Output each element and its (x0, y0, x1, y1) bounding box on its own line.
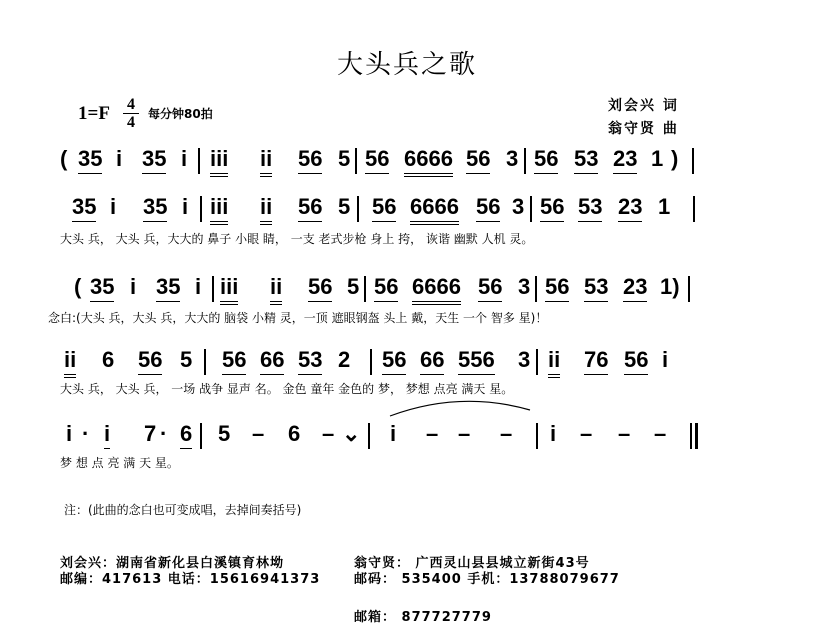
jianpu-note: ii (548, 347, 560, 378)
jianpu-note: 6 (288, 421, 301, 446)
jianpu-note: 56 (298, 194, 322, 222)
jianpu-note: 6666 (404, 146, 453, 177)
jianpu-note: 2 (338, 347, 351, 372)
tempo-marking: 每分钟80拍 (148, 107, 213, 121)
jianpu-note: ( (60, 146, 68, 171)
jianpu-note: 23 (623, 274, 647, 302)
composer-credit: 翁守贤 曲 (608, 121, 679, 137)
notation-row-2 (60, 194, 700, 228)
barline (688, 276, 690, 302)
jianpu-note: – (252, 421, 265, 446)
barline (198, 148, 200, 174)
jianpu-note: – (654, 421, 667, 446)
jianpu-note: 6 (180, 421, 192, 449)
jianpu-note: 5 (180, 347, 193, 372)
lyricist-contact: 邮编：417613 电话：15616941373 (60, 572, 321, 587)
jianpu-note: 3 (512, 194, 525, 219)
jianpu-note: 3 (518, 347, 531, 372)
final-barline (690, 423, 698, 449)
jianpu-note: 56 (138, 347, 162, 375)
jianpu-note: 35 (143, 194, 167, 222)
jianpu-note: 56 (372, 194, 396, 222)
song-title: 大头兵之歌 (336, 50, 477, 80)
slur-arc (380, 396, 540, 418)
jianpu-note: 56 (476, 194, 500, 222)
barline (536, 423, 538, 449)
jianpu-note: i (195, 274, 202, 299)
jianpu-note: i (662, 347, 669, 372)
jianpu-note: i (182, 194, 189, 219)
jianpu-note: 56 (478, 274, 502, 302)
jianpu-note: – (580, 421, 593, 446)
jianpu-note: 56 (534, 146, 558, 174)
notation-row-3 (60, 274, 700, 308)
jianpu-note: 1) (660, 274, 680, 299)
jianpu-note: 35 (72, 194, 96, 222)
jianpu-note: 53 (578, 194, 602, 222)
jianpu-note: 56 (540, 194, 564, 222)
composer-email-partial: 邮箱： 877727779 (354, 610, 492, 625)
jianpu-note: 3 (506, 146, 519, 171)
jianpu-note: iii (210, 194, 228, 225)
barline (370, 349, 372, 375)
jianpu-note: 7 (144, 421, 157, 446)
jianpu-note: 1 (651, 146, 664, 171)
barline (693, 196, 695, 222)
jianpu-note: 5 (347, 274, 360, 299)
jianpu-note: 56 (624, 347, 648, 375)
jianpu-note: – (618, 421, 631, 446)
jianpu-note: 1 (658, 194, 671, 219)
jianpu-note: 35 (90, 274, 114, 302)
barline (364, 276, 366, 302)
jianpu-note: – (426, 421, 439, 446)
jianpu-note: 23 (618, 194, 642, 222)
time-signature (123, 96, 139, 131)
jianpu-note: i (130, 274, 137, 299)
jianpu-note: 5 (338, 146, 351, 171)
jianpu-note: 53 (298, 347, 322, 375)
barline (530, 196, 532, 222)
lyricist-credit: 刘会兴 词 (608, 98, 679, 114)
jianpu-note: 56 (222, 347, 246, 375)
jianpu-note: i (181, 146, 188, 171)
lyric-line-3: 大头 兵， 大头 兵， 一场 战争 显声 名。 金色 童年 金色的 梦， 梦想 点亮 满天 星。 (60, 382, 514, 396)
jianpu-note: 53 (584, 274, 608, 302)
lyric-line-1: 大头 兵， 大头 兵，大大的 鼻子 小眼 睛， 一支 老式步枪 身上 挎， 诙谐 幽默 人机 灵。 (60, 232, 534, 246)
barline (212, 276, 214, 302)
barline (524, 148, 526, 174)
jianpu-note: 56 (298, 146, 322, 174)
jianpu-note: 56 (308, 274, 332, 302)
jianpu-note: 6666 (410, 194, 459, 225)
composer-address: 翁守贤： 广西灵山县县城立新街43号 (354, 556, 590, 571)
jianpu-note: 56 (365, 146, 389, 174)
time-sig-bottom: 4 (123, 113, 139, 131)
jianpu-note: – (458, 421, 471, 446)
barline (204, 349, 206, 375)
jianpu-note: ) (671, 146, 679, 171)
jianpu-note: 76 (584, 347, 608, 375)
barline (200, 423, 202, 449)
jianpu-note: – (322, 421, 335, 446)
jianpu-note: 6666 (412, 274, 461, 305)
time-sig-top: 4 (127, 96, 135, 113)
jianpu-note: i (550, 421, 557, 446)
jianpu-note: 3 (518, 274, 531, 299)
barline (535, 276, 537, 302)
jianpu-note: iii (210, 146, 228, 177)
lyric-line-4: 梦 想 点 亮 满 天 星。 (60, 456, 179, 470)
jianpu-note: 35 (142, 146, 166, 174)
barline (692, 148, 694, 174)
jianpu-note: 6 (102, 347, 115, 372)
jianpu-note: · (82, 421, 90, 446)
performance-note: 注：(此曲的念白也可变成唱，去掉间奏括号) (64, 503, 302, 517)
jianpu-note: i (390, 421, 397, 446)
jianpu-note: ( (74, 274, 82, 299)
jianpu-note: iii (220, 274, 238, 305)
barline (536, 349, 538, 375)
jianpu-note: 5 (338, 194, 351, 219)
jianpu-note: i (116, 146, 123, 171)
barline (200, 196, 202, 222)
jianpu-note: – (500, 421, 513, 446)
jianpu-note: 556 (458, 347, 495, 375)
jianpu-note: 35 (156, 274, 180, 302)
barline (368, 423, 370, 449)
jianpu-note: ii (270, 274, 282, 305)
notation-row-4 (60, 347, 700, 381)
jianpu-note: i (110, 194, 117, 219)
jianpu-note: 5 (218, 421, 231, 446)
jianpu-note: i (66, 421, 73, 446)
notation-row-1 (60, 146, 700, 180)
jianpu-note: 23 (613, 146, 637, 174)
lyricist-address: 刘会兴：湖南省新化县白溪镇育林坳 (60, 556, 285, 571)
barline (357, 196, 359, 222)
jianpu-note: 56 (545, 274, 569, 302)
jianpu-note: 56 (374, 274, 398, 302)
jianpu-note: 56 (382, 347, 406, 375)
notation-row-5 (60, 421, 700, 455)
key-signature: 1=F (78, 103, 110, 124)
jianpu-note: ii (260, 146, 272, 177)
jianpu-note: 53 (574, 146, 598, 174)
jianpu-note: ii (260, 194, 272, 225)
barline (355, 148, 357, 174)
jianpu-note: · (160, 421, 168, 446)
jianpu-note: 66 (260, 347, 284, 375)
jianpu-note: 66 (420, 347, 444, 375)
jianpu-note: ii (64, 347, 76, 378)
jianpu-note: 56 (466, 146, 490, 174)
composer-contact: 邮码： 535400 手机：13788079677 (354, 572, 620, 587)
jianpu-note: 35 (78, 146, 102, 174)
lyric-line-2: 念白:(大头 兵，大头 兵，大大的 脑袋 小精 灵，一顶 遮眼钢盔 头上 戴，天生 一个 智多 星)！ (48, 311, 548, 325)
jianpu-note: ⌄ (342, 421, 361, 446)
jianpu-note: i (104, 421, 110, 449)
